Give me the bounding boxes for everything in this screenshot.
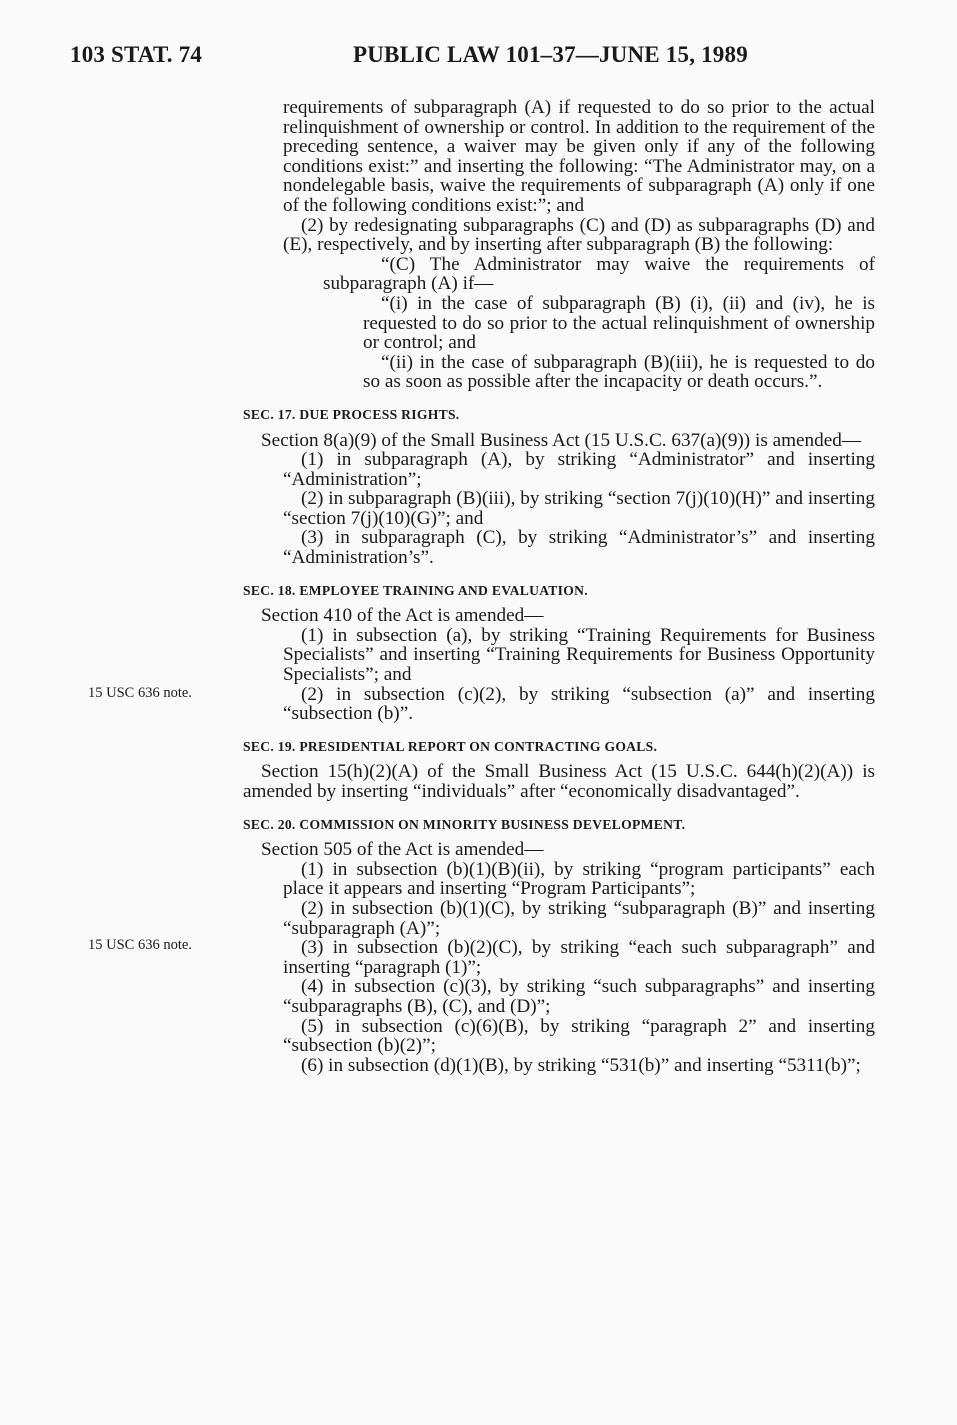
paragraph: Section 15(h)(2)(A) of the Small Business Act (15 U.S.C. 644(h)(2)(A)) is amended by inserting “individuals” after “economically disadvantaged”. [243,761,875,802]
section-heading-19: SEC. 19. PRESIDENTIAL REPORT ON CONTRACTING GOALS. [243,738,658,754]
paragraph: Section 410 of the Act is amended— [261,605,544,627]
quoted-clause: “(ii) in the case of subparagraph (B)(iii), he is requested to do so as soon as possible after the incapacity or death occurs.”. [363,351,875,393]
list-item: (5) in subsection (c)(6)(B), by striking “paragraph 2” and inserting “subsection (b)(2)”; [283,1015,875,1057]
margin-note-sec20: 15 USC 636 note. [88,937,192,953]
paragraph: requirements of subparagraph (A) if requested to do so prior to the actual relinquishment of ownership or control. In addition to the requirement of the preceding sentence, a waiver may be given only if any of the following conditions exist:” and inserting the following: “The Administrator may, on a nondelegable basis, waive the requirements of subparagraph (A) only if one of the following conditions exist:”; and [283,97,875,216]
page-stat-number: 103 STAT. 74 [70,42,203,67]
list-item: (1) in subsection (b)(1)(B)(ii), by striking “program participants” each place it appears and inserting “Program Participants”; [283,858,875,900]
list-item: (4) in subsection (c)(3), by striking “such subparagraphs” and inserting “subparagraphs (B), (C), and (D)”; [283,976,875,1017]
paragraph: Section 8(a)(9) of the Small Business Act (15 U.S.C. 637(a)(9)) is amended— [261,429,862,451]
page-body [243,98,875,1075]
paragraph: (2) by redesignating subparagraphs (C) and (D) as subparagraphs (D) and (E), respectively, and by inserting after subparagraph (B) the following: [283,214,875,256]
list-item: (2) in subparagraph (B)(iii), by striking “section 7(j)(10)(H)” and inserting “section 7(j)(10)(G)”; and [283,488,875,529]
section-heading-17: SEC. 17. DUE PROCESS RIGHTS. [243,406,460,422]
quoted-paragraph: “(C) The Administrator may waive the requirements of subparagraph (A) if— [323,253,875,295]
quoted-clause: “(i) in the case of subparagraph (B) (i), (ii) and (iv), he is requested to do so prior to the actual relinquishment of ownership or control; and [363,292,875,354]
list-item: (3) in subparagraph (C), by striking “Administrator’s” and inserting “Administration’s”. [283,527,875,569]
list-item: (1) in subsection (a), by striking “Training Requirements for Business Specialists” and inserting “Training Requirements for Business Opportunity Specialists”; and [283,624,875,686]
list-item: (2) in subsection (b)(1)(C), by striking “subparagraph (B)” and inserting “subparagraph (A)”; [283,897,875,939]
list-item: (2) in subsection (c)(2), by striking “subsection (a)” and inserting “subsection (b)”. [283,683,875,725]
page-title: PUBLIC LAW 101–37—JUNE 15, 1989 [353,42,748,67]
section-heading-20: SEC. 20. COMMISSION ON MINORITY BUSINESS DEVELOPMENT. [243,816,686,832]
list-item: (6) in subsection (d)(1)(B), by striking “531(b)” and inserting “5311(b)”; [301,1054,861,1076]
paragraph: Section 505 of the Act is amended— [261,839,544,861]
list-item: (1) in subparagraph (A), by striking “Administrator” and inserting “Administration”; [283,449,875,490]
list-item: (3) in subsection (b)(2)(C), by striking “each such subparagraph” and inserting “paragraph (1)”; [283,937,875,978]
margin-note-sec18: 15 USC 636 note. [88,685,192,701]
section-heading-18: SEC. 18. EMPLOYEE TRAINING AND EVALUATION. [243,582,588,598]
